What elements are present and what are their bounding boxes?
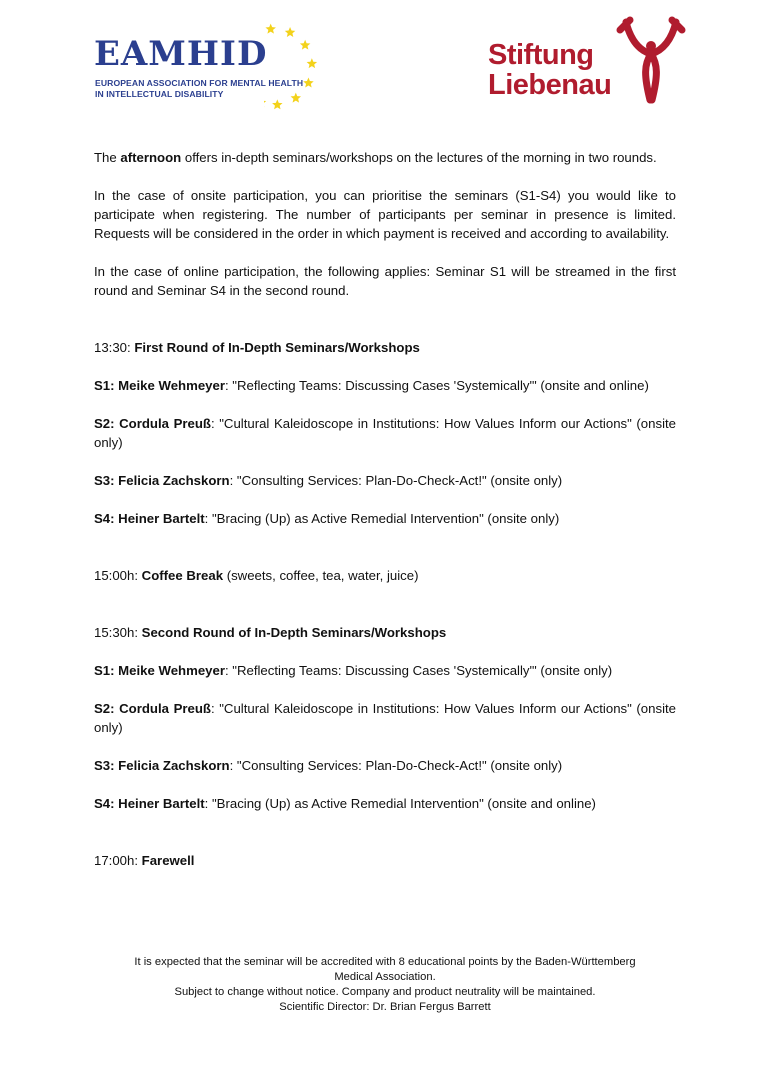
round2-seminar	[94, 756, 676, 775]
eamhid-logo-wordmark: EAMHID	[94, 34, 268, 74]
chalice-emblem-icon	[616, 16, 686, 104]
coffee-break-line	[94, 566, 676, 585]
round1-seminar	[94, 509, 676, 528]
round2-title: Second Round of In-Depth Seminars/Workshops	[141, 625, 447, 640]
footer-scientific-director: Scientific Director: Dr. Brian Fergus Barrett	[279, 1001, 491, 1013]
seminar-text: : "Reflecting Teams: Discussing Cases 'Systemically'" (onsite only)	[224, 663, 613, 678]
seminar-text: : "Consulting Services: Plan-Do-Check-Act!" (onsite only)	[229, 758, 563, 773]
star-icon	[303, 78, 313, 88]
seminar-code: S3: Felicia Zachskorn	[94, 473, 230, 488]
round2-time: 15:30h:	[94, 625, 142, 640]
seminar-text: : "Reflecting Teams: Discussing Cases 'Systemically'" (onsite and online)	[224, 378, 649, 393]
round1-heading	[94, 338, 676, 357]
seminar-code: S4: Heiner Bartelt	[94, 511, 205, 526]
seminar-code: S1: Meike Wehmeyer	[94, 663, 225, 678]
farewell-line	[94, 851, 676, 870]
round1-seminar	[94, 414, 676, 452]
star-icon	[272, 99, 282, 109]
round1-seminar	[94, 376, 676, 395]
coffee-detail: (sweets, coffee, tea, water, juice)	[223, 568, 419, 583]
seminar-code: S2: Cordula Preuß	[94, 416, 211, 431]
coffee-time: 15:00h:	[94, 568, 142, 583]
star-icon	[291, 93, 301, 103]
seminar-text: : "Cultural Kaleidoscope in Institutions: How Values Inform our Actions" (onsite only)	[94, 701, 676, 735]
round1-time: 13:30:	[94, 340, 135, 355]
star-icon	[300, 40, 310, 50]
coffee-title: Coffee Break	[141, 568, 224, 583]
page-header	[0, 0, 768, 130]
footer-disclaimer: Subject to change without notice. Company and product neutrality will be maintained.	[174, 986, 596, 998]
seminar-text: : "Bracing (Up) as Active Remedial Intervention" (onsite and online)	[204, 796, 596, 811]
intro-p1-text: The	[94, 150, 121, 165]
stiftung-liebenau-wordmark	[488, 40, 611, 100]
stiftung-liebenau-logo	[488, 24, 688, 104]
seminar-text: : "Cultural Kaleidoscope in Institutions: How Values Inform our Actions" (onsite only)	[94, 416, 676, 450]
intro-paragraph-2: In the case of onsite participation, you can prioritise the seminars (S1-S4) you would like to participate when registering. The number of participants per seminar in presence is limited. Requests will be considered in the order in which payment is received and according to availability.	[94, 188, 676, 241]
star-icon	[307, 58, 317, 68]
eamhid-logo	[94, 20, 324, 115]
round1-seminar	[94, 471, 676, 490]
round2-seminar	[94, 661, 676, 680]
stiftung-line: Stiftung	[488, 39, 594, 71]
round2-heading	[94, 623, 676, 642]
program-content	[94, 148, 676, 870]
intro-paragraph-1	[94, 148, 676, 167]
seminar-code: S3: Felicia Zachskorn	[94, 758, 230, 773]
round1-title: First Round of In-Depth Seminars/Workshops	[134, 340, 420, 355]
intro-p1-text-end: offers in-depth seminars/workshops on the lectures of the morning in two rounds.	[181, 150, 657, 165]
star-icon	[264, 97, 266, 107]
eu-stars-icon	[264, 20, 324, 115]
footer-accreditation-line: It is expected that the seminar will be accredited with 8 educational points by the Baden-Württemberg	[134, 956, 636, 968]
intro-p1-bold: afternoon	[120, 150, 182, 165]
eamhid-subtitle-line1: EUROPEAN ASSOCIATION FOR MENTAL HEALTH	[95, 78, 304, 88]
round2-seminar	[94, 699, 676, 737]
star-icon	[265, 24, 275, 34]
seminar-code: S4: Heiner Bartelt	[94, 796, 205, 811]
star-icon	[285, 27, 295, 37]
intro-paragraph-3: In the case of online participation, the following applies: Seminar S1 will be streamed in the first round and Seminar S4 in the second round.	[94, 264, 676, 298]
liebenau-line: Liebenau	[488, 69, 612, 101]
eamhid-subtitle-line2: IN INTELLECTUAL DISABILITY	[95, 89, 224, 99]
footer-accreditation-line-2: Medical Association.	[334, 971, 436, 983]
farewell-title: Farewell	[141, 853, 195, 868]
page-footer	[94, 955, 676, 1015]
seminar-text: : "Bracing (Up) as Active Remedial Intervention" (onsite only)	[204, 511, 560, 526]
farewell-time: 17:00h:	[94, 853, 142, 868]
seminar-text: : "Consulting Services: Plan-Do-Check-Act!" (onsite only)	[229, 473, 563, 488]
seminar-code: S2: Cordula Preuß	[94, 701, 211, 716]
seminar-code: S1: Meike Wehmeyer	[94, 378, 225, 393]
round2-seminar	[94, 794, 676, 813]
